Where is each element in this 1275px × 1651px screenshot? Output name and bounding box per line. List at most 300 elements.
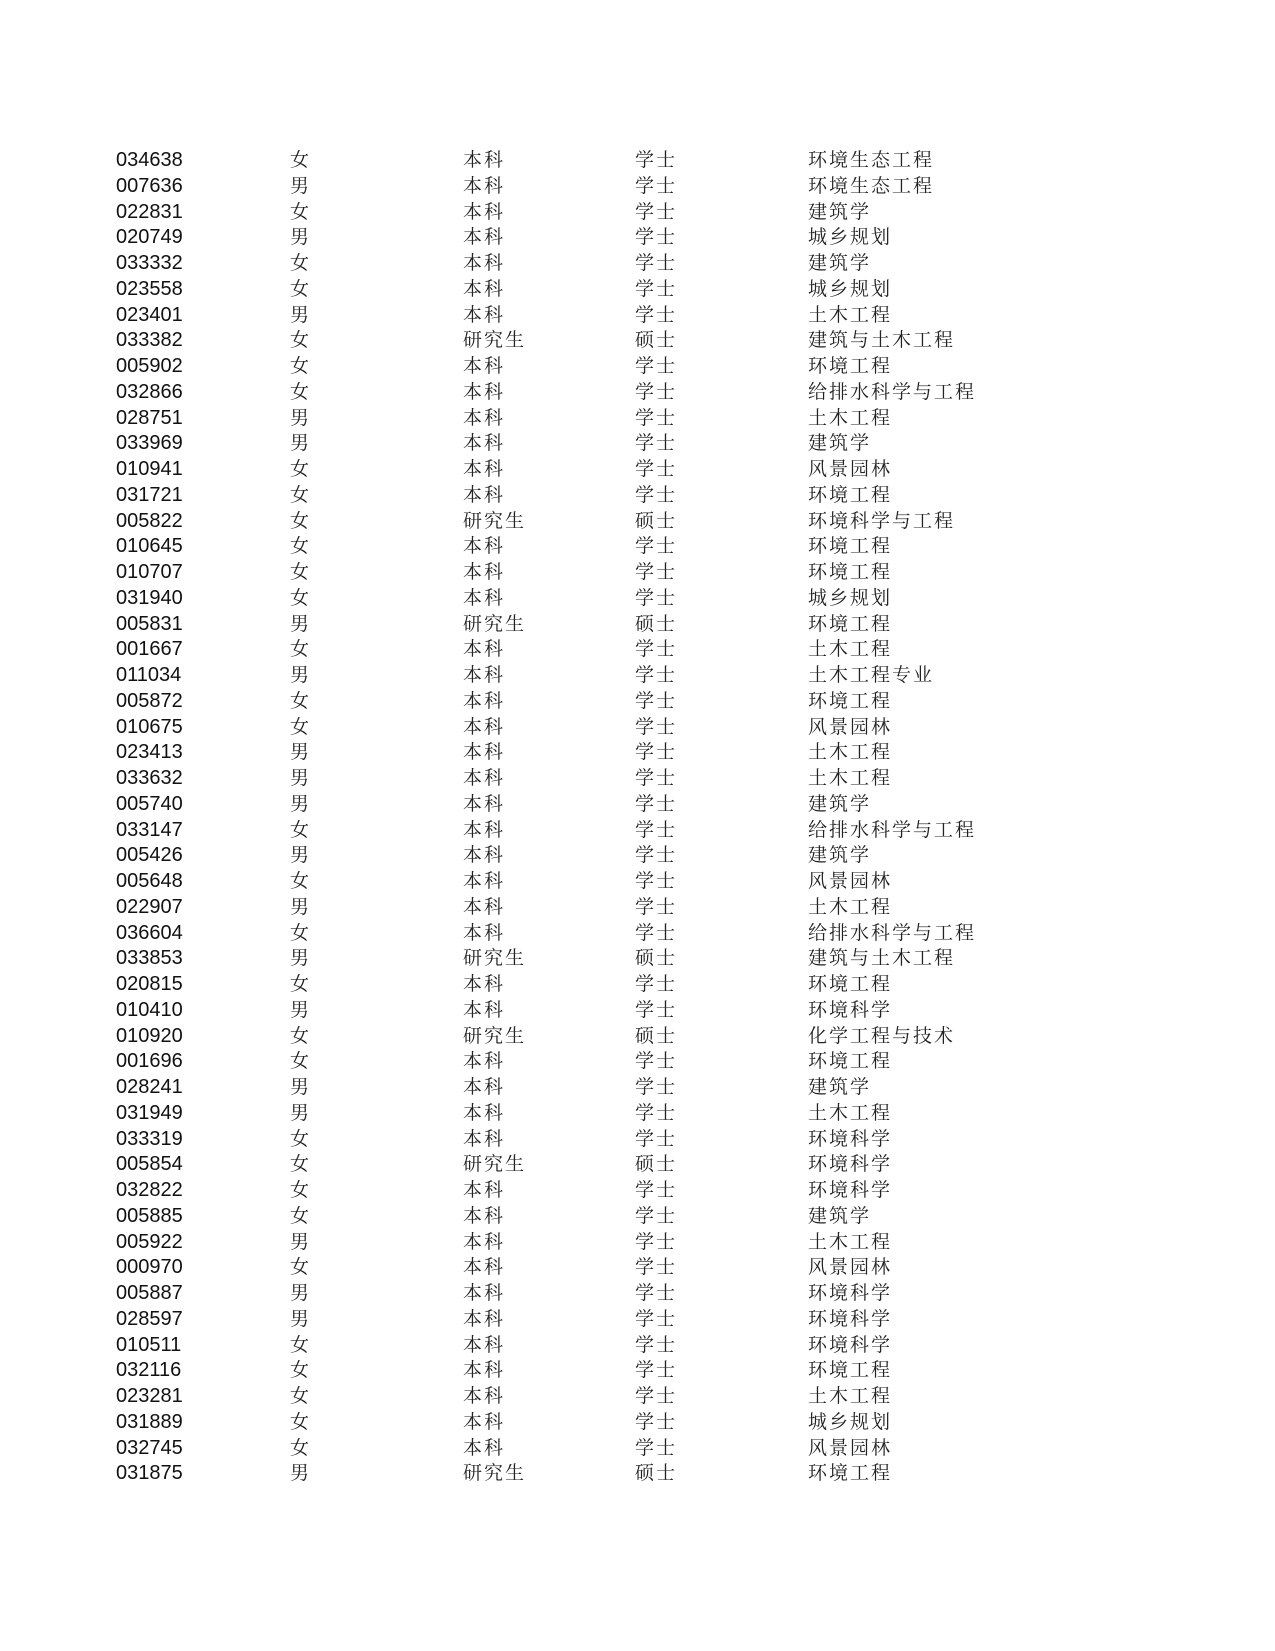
education-level-cell: 本科 (463, 561, 506, 583)
major-cell: 土木工程 (808, 767, 893, 789)
degree-cell: 学士 (635, 277, 678, 300)
gender-cell: 男 (290, 1230, 312, 1253)
degree-cell: 学士 (635, 921, 678, 944)
gender-cell: 女 (290, 870, 312, 892)
table-row (116, 406, 1016, 432)
gender-cell: 女 (290, 818, 312, 841)
major-cell: 环境生态工程 (808, 174, 935, 197)
education-level-cell: 本科 (463, 895, 506, 918)
education-level-cell: 研究生 (463, 947, 527, 970)
student-id-cell: 005648 (116, 870, 183, 892)
education-level-cell: 本科 (463, 844, 506, 867)
major-cell: 建筑与土木工程 (808, 329, 956, 352)
education-level-cell: 本科 (463, 380, 506, 403)
major-cell: 土木工程 (808, 895, 893, 918)
major-cell: 建筑与土木工程 (808, 947, 956, 970)
table-row (116, 1410, 1016, 1436)
gender-cell: 男 (290, 741, 312, 764)
student-id-cell: 010675 (116, 715, 183, 738)
degree-cell: 学士 (635, 252, 678, 274)
gender-cell: 男 (290, 1076, 312, 1098)
gender-cell: 女 (290, 1179, 312, 1201)
table-row (116, 251, 1016, 277)
student-id-cell: 033332 (116, 252, 183, 274)
degree-cell: 学士 (635, 1410, 678, 1433)
degree-cell: 学士 (635, 1282, 678, 1304)
gender-cell: 女 (290, 509, 312, 532)
education-level-cell: 本科 (463, 1333, 506, 1356)
table-row (116, 354, 1016, 380)
education-level-cell: 本科 (463, 1282, 506, 1304)
gender-cell: 女 (290, 586, 312, 609)
student-id-cell: 005887 (116, 1282, 183, 1304)
education-level-cell: 本科 (463, 1127, 506, 1150)
education-level-cell: 本科 (463, 715, 506, 738)
student-id-cell: 033147 (116, 818, 183, 841)
major-cell: 土木工程 (808, 1385, 893, 1407)
education-level-cell: 本科 (463, 973, 506, 995)
gender-cell: 女 (290, 483, 312, 506)
degree-cell: 学士 (635, 406, 678, 429)
table-row (116, 921, 1016, 947)
degree-cell: 学士 (635, 844, 678, 867)
degree-cell: 学士 (635, 380, 678, 403)
degree-cell: 学士 (635, 1179, 678, 1201)
education-level-cell: 本科 (463, 1307, 506, 1330)
degree-cell: 学士 (635, 149, 678, 171)
student-id-cell: 010941 (116, 458, 183, 480)
major-cell: 给排水科学与工程 (808, 380, 977, 403)
gender-cell: 女 (290, 200, 312, 223)
degree-cell: 学士 (635, 1076, 678, 1098)
major-cell: 土木工程 (808, 741, 893, 764)
major-cell: 化学工程与技术 (808, 1024, 956, 1047)
gender-cell: 男 (290, 406, 312, 429)
degree-cell: 学士 (635, 1127, 678, 1150)
student-id-cell: 032116 (116, 1359, 182, 1382)
education-level-cell: 本科 (463, 741, 506, 764)
degree-cell: 硕士 (635, 947, 678, 970)
education-level-cell: 研究生 (463, 1153, 527, 1176)
major-cell: 环境科学与工程 (808, 509, 956, 532)
table-row (116, 200, 1016, 226)
major-cell: 环境工程 (808, 612, 893, 635)
major-cell: 建筑学 (808, 252, 872, 274)
education-level-cell: 本科 (463, 818, 506, 841)
table-row (116, 277, 1016, 303)
table-row (116, 1152, 1016, 1178)
degree-cell: 学士 (635, 1359, 678, 1382)
table-row (116, 1358, 1016, 1384)
degree-cell: 学士 (635, 174, 678, 197)
gender-cell: 女 (290, 1050, 312, 1073)
table-row (116, 457, 1016, 483)
education-level-cell: 本科 (463, 355, 506, 377)
degree-cell: 学士 (635, 1256, 678, 1279)
education-level-cell: 本科 (463, 1410, 506, 1433)
student-id-cell: 022831 (116, 200, 183, 223)
student-id-cell: 005740 (116, 792, 183, 815)
education-level-cell: 本科 (463, 535, 506, 558)
education-level-cell: 本科 (463, 689, 506, 712)
gender-cell: 男 (290, 998, 312, 1021)
degree-cell: 学士 (635, 535, 678, 558)
gender-cell: 女 (290, 1333, 312, 1356)
education-level-cell: 本科 (463, 1230, 506, 1253)
education-level-cell: 本科 (463, 483, 506, 506)
table-row (116, 1101, 1016, 1127)
major-cell: 土木工程 (808, 303, 893, 326)
table-row (116, 612, 1016, 638)
student-id-cell: 020815 (116, 973, 183, 995)
gender-cell: 男 (290, 1307, 312, 1330)
student-id-cell: 033382 (116, 329, 183, 352)
gender-cell: 男 (290, 895, 312, 918)
student-id-cell: 011034 (116, 664, 182, 686)
table-row (116, 431, 1016, 457)
gender-cell: 男 (290, 432, 312, 455)
education-level-cell: 本科 (463, 406, 506, 429)
student-id-cell: 036604 (116, 921, 183, 944)
major-cell: 环境科学 (808, 1307, 893, 1330)
major-cell: 风景园林 (808, 458, 893, 480)
education-level-cell: 本科 (463, 1050, 506, 1073)
education-level-cell: 本科 (463, 1385, 506, 1407)
major-cell: 环境工程 (808, 535, 893, 558)
gender-cell: 男 (290, 303, 312, 326)
student-id-cell: 010511 (116, 1333, 182, 1356)
gender-cell: 女 (290, 715, 312, 738)
gender-cell: 女 (290, 1256, 312, 1279)
major-cell: 土木工程 (808, 406, 893, 429)
education-level-cell: 本科 (463, 252, 506, 274)
education-level-cell: 研究生 (463, 509, 527, 532)
degree-cell: 学士 (635, 689, 678, 712)
education-level-cell: 本科 (463, 1204, 506, 1227)
degree-cell: 学士 (635, 715, 678, 738)
table-row (116, 792, 1016, 818)
student-id-cell: 033853 (116, 947, 183, 970)
education-level-cell: 本科 (463, 767, 506, 789)
degree-cell: 硕士 (635, 1024, 678, 1047)
major-cell: 建筑学 (808, 844, 872, 867)
gender-cell: 男 (290, 1101, 312, 1124)
student-id-cell: 001667 (116, 638, 183, 661)
student-id-cell: 023558 (116, 277, 183, 300)
student-id-cell: 005854 (116, 1153, 183, 1176)
student-id-cell: 033632 (116, 767, 183, 789)
major-cell: 环境工程 (808, 483, 893, 506)
table-row (116, 1436, 1016, 1462)
table-row (116, 715, 1016, 741)
major-cell: 土木工程 (808, 1101, 893, 1124)
student-id-cell: 032745 (116, 1436, 183, 1459)
degree-cell: 学士 (635, 458, 678, 480)
student-id-cell: 031721 (116, 483, 183, 506)
major-cell: 环境工程 (808, 355, 893, 377)
student-id-cell: 023413 (116, 741, 183, 764)
major-cell: 城乡规划 (808, 226, 893, 249)
table-row (116, 1024, 1016, 1050)
table-row (116, 1049, 1016, 1075)
degree-cell: 学士 (635, 226, 678, 249)
education-level-cell: 本科 (463, 174, 506, 197)
table-row (116, 560, 1016, 586)
table-row (116, 843, 1016, 869)
student-id-cell: 007636 (116, 174, 183, 197)
table-row (116, 869, 1016, 895)
gender-cell: 女 (290, 329, 312, 352)
degree-cell: 学士 (635, 998, 678, 1021)
major-cell: 给排水科学与工程 (808, 921, 977, 944)
education-level-cell: 本科 (463, 1179, 506, 1201)
gender-cell: 女 (290, 921, 312, 944)
table-row (116, 225, 1016, 251)
education-level-cell: 本科 (463, 1101, 506, 1124)
education-level-cell: 本科 (463, 200, 506, 223)
table-row (116, 1255, 1016, 1281)
education-level-cell: 本科 (463, 432, 506, 455)
degree-cell: 学士 (635, 200, 678, 223)
gender-cell: 女 (290, 355, 312, 377)
degree-cell: 学士 (635, 1050, 678, 1073)
gender-cell: 女 (290, 277, 312, 300)
major-cell: 土木工程专业 (808, 664, 935, 686)
degree-cell: 学士 (635, 586, 678, 609)
degree-cell: 学士 (635, 1333, 678, 1356)
table-row (116, 1461, 1016, 1487)
student-id-cell: 023401 (116, 303, 183, 326)
student-id-cell: 005872 (116, 689, 183, 712)
table-row (116, 689, 1016, 715)
table-row (116, 1075, 1016, 1101)
table-row (116, 1204, 1016, 1230)
major-cell: 土木工程 (808, 638, 893, 661)
gender-cell: 女 (290, 1410, 312, 1433)
education-level-cell: 本科 (463, 638, 506, 661)
student-id-cell: 020749 (116, 226, 183, 249)
gender-cell: 女 (290, 973, 312, 995)
degree-cell: 学士 (635, 792, 678, 815)
gender-cell: 男 (290, 947, 312, 970)
gender-cell: 女 (290, 1153, 312, 1176)
student-id-cell: 005822 (116, 509, 183, 532)
student-id-cell: 005902 (116, 355, 183, 377)
student-id-cell: 005426 (116, 844, 183, 867)
major-cell: 土木工程 (808, 1230, 893, 1253)
student-id-cell: 023281 (116, 1385, 183, 1407)
degree-cell: 学士 (635, 483, 678, 506)
table-row (116, 740, 1016, 766)
table-row (116, 509, 1016, 535)
table-row (116, 637, 1016, 663)
major-cell: 环境工程 (808, 561, 893, 583)
table-row (116, 328, 1016, 354)
education-level-cell: 本科 (463, 1436, 506, 1459)
major-cell: 环境工程 (808, 1050, 893, 1073)
education-level-cell: 研究生 (463, 612, 527, 635)
degree-cell: 硕士 (635, 1153, 678, 1176)
degree-cell: 学士 (635, 638, 678, 661)
student-id-cell: 028751 (116, 406, 183, 429)
student-id-cell: 034638 (116, 149, 183, 171)
table-row (116, 303, 1016, 329)
degree-cell: 学士 (635, 432, 678, 455)
gender-cell: 女 (290, 252, 312, 274)
gender-cell: 男 (290, 226, 312, 249)
student-id-cell: 010645 (116, 535, 183, 558)
table-row (116, 1384, 1016, 1410)
table-row (116, 1230, 1016, 1256)
gender-cell: 女 (290, 535, 312, 558)
gender-cell: 男 (290, 174, 312, 197)
gender-cell: 男 (290, 844, 312, 867)
major-cell: 建筑学 (808, 1204, 872, 1227)
degree-cell: 学士 (635, 1436, 678, 1459)
table-row (116, 174, 1016, 200)
major-cell: 风景园林 (808, 1436, 893, 1459)
gender-cell: 男 (290, 767, 312, 789)
major-cell: 环境工程 (808, 1359, 893, 1382)
education-level-cell: 本科 (463, 586, 506, 609)
gender-cell: 女 (290, 1024, 312, 1047)
table-row (116, 998, 1016, 1024)
student-id-cell: 032866 (116, 380, 183, 403)
student-id-cell: 022907 (116, 895, 183, 918)
major-cell: 风景园林 (808, 715, 893, 738)
gender-cell: 女 (290, 458, 312, 480)
student-id-cell: 031949 (116, 1101, 183, 1124)
table-row (116, 1307, 1016, 1333)
degree-cell: 学士 (635, 1385, 678, 1407)
student-id-cell: 010920 (116, 1024, 183, 1047)
education-level-cell: 本科 (463, 870, 506, 892)
degree-cell: 学士 (635, 1307, 678, 1330)
gender-cell: 女 (290, 561, 312, 583)
education-level-cell: 研究生 (463, 329, 527, 352)
education-level-cell: 本科 (463, 1076, 506, 1098)
student-id-cell: 028241 (116, 1076, 183, 1098)
degree-cell: 学士 (635, 355, 678, 377)
degree-cell: 学士 (635, 303, 678, 326)
degree-cell: 学士 (635, 664, 678, 686)
student-id-cell: 031889 (116, 1410, 183, 1433)
gender-cell: 女 (290, 1359, 312, 1382)
degree-cell: 学士 (635, 741, 678, 764)
table-row (116, 766, 1016, 792)
student-id-cell: 001696 (116, 1050, 183, 1073)
education-level-cell: 本科 (463, 149, 506, 171)
major-cell: 环境科学 (808, 1153, 893, 1176)
table-row (116, 1281, 1016, 1307)
gender-cell: 女 (290, 1436, 312, 1459)
table-row (116, 534, 1016, 560)
record-table (116, 148, 1016, 1487)
major-cell: 风景园林 (808, 1256, 893, 1279)
major-cell: 城乡规划 (808, 1410, 893, 1433)
education-level-cell: 本科 (463, 277, 506, 300)
gender-cell: 女 (290, 1385, 312, 1407)
student-id-cell: 033969 (116, 432, 183, 455)
education-level-cell: 本科 (463, 664, 506, 686)
major-cell: 城乡规划 (808, 586, 893, 609)
gender-cell: 男 (290, 1282, 312, 1304)
table-row (116, 895, 1016, 921)
degree-cell: 硕士 (635, 1462, 678, 1485)
degree-cell: 学士 (635, 870, 678, 892)
major-cell: 建筑学 (808, 1076, 872, 1098)
table-row (116, 1127, 1016, 1153)
gender-cell: 女 (290, 1127, 312, 1150)
major-cell: 建筑学 (808, 200, 872, 223)
degree-cell: 硕士 (635, 509, 678, 532)
degree-cell: 学士 (635, 973, 678, 995)
education-level-cell: 本科 (463, 303, 506, 326)
gender-cell: 女 (290, 149, 312, 171)
major-cell: 环境科学 (808, 1127, 893, 1150)
degree-cell: 硕士 (635, 612, 678, 635)
education-level-cell: 研究生 (463, 1462, 527, 1485)
major-cell: 环境工程 (808, 689, 893, 712)
gender-cell: 男 (290, 1462, 312, 1485)
table-row (116, 663, 1016, 689)
degree-cell: 学士 (635, 767, 678, 789)
table-row (116, 483, 1016, 509)
table-row (116, 972, 1016, 998)
education-level-cell: 本科 (463, 1359, 506, 1382)
gender-cell: 男 (290, 664, 312, 686)
degree-cell: 硕士 (635, 329, 678, 352)
student-id-cell: 033319 (116, 1127, 183, 1150)
degree-cell: 学士 (635, 818, 678, 841)
table-row (116, 380, 1016, 406)
gender-cell: 男 (290, 612, 312, 635)
major-cell: 建筑学 (808, 432, 872, 455)
major-cell: 环境工程 (808, 973, 893, 995)
education-level-cell: 本科 (463, 998, 506, 1021)
major-cell: 风景园林 (808, 870, 893, 892)
table-row (116, 946, 1016, 972)
major-cell: 环境科学 (808, 1282, 893, 1304)
education-level-cell: 本科 (463, 458, 506, 480)
major-cell: 环境工程 (808, 1462, 893, 1485)
gender-cell: 女 (290, 380, 312, 403)
gender-cell: 女 (290, 638, 312, 661)
education-level-cell: 本科 (463, 1256, 506, 1279)
major-cell: 建筑学 (808, 792, 872, 815)
student-id-cell: 005831 (116, 612, 183, 635)
education-level-cell: 本科 (463, 226, 506, 249)
table-row (116, 586, 1016, 612)
degree-cell: 学士 (635, 1230, 678, 1253)
student-id-cell: 010410 (116, 998, 183, 1021)
education-level-cell: 本科 (463, 921, 506, 944)
table-row (116, 1333, 1016, 1359)
gender-cell: 男 (290, 792, 312, 815)
student-id-cell: 005885 (116, 1204, 183, 1227)
table-row (116, 1178, 1016, 1204)
student-id-cell: 028597 (116, 1307, 183, 1330)
major-cell: 环境科学 (808, 1179, 893, 1201)
table-row (116, 818, 1016, 844)
degree-cell: 学士 (635, 895, 678, 918)
student-id-cell: 000970 (116, 1256, 183, 1279)
student-id-cell: 005922 (116, 1230, 183, 1253)
gender-cell: 女 (290, 689, 312, 712)
major-cell: 环境生态工程 (808, 149, 935, 171)
major-cell: 城乡规划 (808, 277, 893, 300)
education-level-cell: 研究生 (463, 1024, 527, 1047)
